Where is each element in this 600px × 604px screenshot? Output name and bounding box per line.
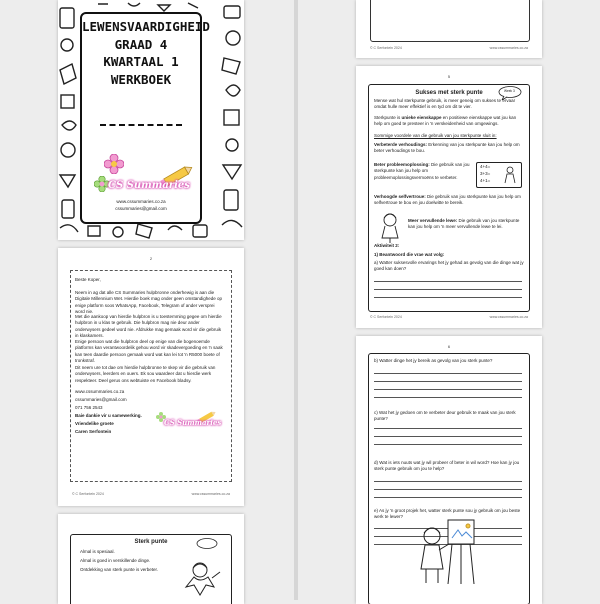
cover-email: cssummaries@gmail.com [115,206,167,211]
questions-page[interactable] [356,336,542,604]
cover-page[interactable] [58,0,244,240]
answer-line[interactable] [374,397,522,398]
benefit-title: Verbeterde verhoudings: [374,142,428,147]
column-shade [294,0,298,600]
page-footer [370,46,528,50]
page-footer [72,492,230,496]
letter-signature-name: Caren Serfontein [75,429,112,434]
sukses-benefit [374,194,524,207]
math-line: 4+1= [480,178,491,183]
benefit-text: Erkenning van jou sterkpunte kan jou help om beter verhoudings te bou. [374,142,520,154]
page-number: 5 [448,75,450,79]
page-footer [370,315,528,319]
footer-website: www.cssummaries.co.za [489,315,528,319]
letter-salutation: Beste Koper, [75,277,101,282]
answer-line[interactable] [374,497,522,498]
flower-icon [104,154,124,174]
sterk-line: Almal is goed in verskillende dinge. [80,558,151,563]
sterk-line: Almal is spesiaal. [80,549,115,554]
page-border [370,0,530,42]
answer-line[interactable] [374,289,522,290]
math-board [476,162,522,188]
letter-paragraph: Met die aankoop van hierdie hulpbron is u toestemming gegee om hierdie hulpbron in u klas te gebruik. Die hulpbron mag nie deur ander onderwysers gedeel word nie. Afdrukke mag gemaak word vir die gebruik in klaskamers. [75,314,222,338]
child-drawing-icon [184,560,224,598]
answer-line[interactable] [374,381,522,382]
student-icon [503,166,517,184]
sukses-week-badge: Week 3 [504,89,515,93]
footer-website: www.cssummaries.co.za [191,492,230,496]
cover-title-line: WERKBOEK [110,71,172,87]
footer-website: www.cssummaries.co.za [489,46,528,50]
cover-divider-dashes [100,124,182,126]
letter-paragraph: Neem in ag dat alle CS Summaries hulpbronne onderhewig is aan die Digitale Millennium Wet. Hierdie boek mag onder geen omstandighede op enige platform soos WhatsApp, Facebook, Telegram of ander versprei word nie. [75,290,223,314]
question-c: c) Wat het jy gedoen om te verbeter deur gebruik te maak van jou sterk punte? [374,410,516,422]
cover-website: www.cssummaries.co.za [116,199,166,204]
footer-copyright: © C Serfontein 2024 [370,315,402,319]
letter-website[interactable]: www.cssummaries.co.za [75,389,125,394]
cover-logo-text: CS Summaries [108,180,190,191]
benefit-text: Die gebruik van jou sterkpunte kan jou help om selfvertroue te bou en jou doelwitte te bereik. [374,194,521,206]
page-number: 2 [150,257,152,261]
previous-page[interactable] [356,0,542,58]
answer-line[interactable] [374,281,522,282]
page-number: 6 [448,345,450,349]
benefit-text: Die gebruik van jou sterkpunte kan jou help om 'n meer vervullende lewe te lei. [408,218,520,230]
footer-copyright: © C Serfontein 2024 [72,492,104,496]
sukses-intro: Mense wat hul sterkpunte gebruik, is meer geneig om sukses te ervaar omdat hulle meer effektief is en tyd om dit te vier. [374,98,516,110]
sukses-benefit [408,218,524,231]
speech-bubble-icon [196,538,218,550]
math-line: 4+4= [480,164,491,169]
cover-title [82,18,210,88]
question-b: b) Watter dinge het jy bereik as gevolg van jou sterk punte? [374,358,493,363]
sukses-benefit [374,142,524,155]
letter-regards: Vriendelike groete [75,421,114,426]
question-d: d) Wat is iets nuuts wat jy wil probeer of beter in wil word? Hoe kan jy jou sterk punte gebruik om jou te help? [374,460,520,472]
benefit-title: Verhoogde selfvertroue: [374,194,426,199]
letter-page[interactable] [58,248,244,506]
cover-title-box [80,12,210,224]
sterk-title: Sterk punte [134,539,168,545]
letter-thanks: Baie dankie vir u samewerking. [75,413,142,418]
sukses-unique-bold: unieke eienskappe [401,115,442,120]
child-thinking-icon [378,212,404,244]
math-line: 3+3= [480,171,491,176]
benefit-title: Beter probleemoplossing: [374,162,430,167]
child-at-easel-icon [416,512,478,586]
benefit-title: Meer vervullende lewe: [408,218,458,223]
question-a: a) Watter suksesvolle ervarings het jy gehad as gevolg van die dinge wat jy goed kan doen? [374,260,524,272]
activity-heading: Aktiwiteit 2: [374,243,400,248]
letter-paragraph: Dit neem ure tot dae om hierdie hulpbronne te skep vir die gebruik van onderwysers, leerders en ouers. Ek sou waardeer dat u hierdie werk respekteer. Deel gerus ons webtuiste en Facebook bladsy. [75,365,216,383]
answer-line[interactable] [374,373,522,374]
sukses-page[interactable] [356,66,542,328]
answer-line[interactable] [374,436,522,437]
sterk-punte-page[interactable] [58,514,244,604]
answer-line[interactable] [374,489,522,490]
letter-email[interactable]: cssummaries@gmail.com [75,397,127,402]
letter-paragraph: Enige persoon wat die hulpbron deel op enige van die bogenoemde platforms kan verantwoordelik gehou word vir skadevergoeding en 'n saak kan teen daardie persoon gemaak word wat kan lei tot 'n R5000 boete of tronkstraf. [75,339,223,363]
question-heading: 1) Beantwoord die vrae wat volg: [374,252,445,257]
cover-title-line: GRAAD 4 [114,36,168,52]
answer-line[interactable] [374,444,522,445]
footer-copyright: © C Serfontein 2024 [370,46,402,50]
sukses-unique [374,115,524,128]
cover-title-line: KWARTAAL 1 [103,54,179,69]
letter-phone: 071 756 2543 [75,405,103,410]
sukses-unique-pre: Sterkpunte is [374,115,402,120]
cover-title-line: LEWENSVAARDIGHEID [82,19,210,34]
answer-line[interactable] [374,297,522,298]
answer-line[interactable] [374,389,522,390]
sterk-line: Ontdekking van sterk punte is verbeter. [80,567,159,572]
answer-line[interactable] [374,481,522,482]
sukses-benefit [374,162,472,181]
benefit-text: Die gebruik van jou sterkpunte kan jou help om probleemoplossingsvermoëns te verbeter. [374,162,470,180]
sukses-examples-heading: Sommige voordele van die gebruik van jou sterkpunte sluit in: [374,133,497,138]
answer-line[interactable] [374,428,522,429]
question-e: e) As jy 'n groot projek het, watter sterk punte sou jy gebruik om jou beste werk te lewer? [374,508,521,520]
letter-logo-text: CS Summaries [164,418,222,427]
sukses-title: Sukses met sterk punte [415,90,483,96]
sukses-unique-post: en positiewe eienskappe wat jou kan help om goed te presteer in 'n verskeidenheid van omgewings. [374,115,517,127]
